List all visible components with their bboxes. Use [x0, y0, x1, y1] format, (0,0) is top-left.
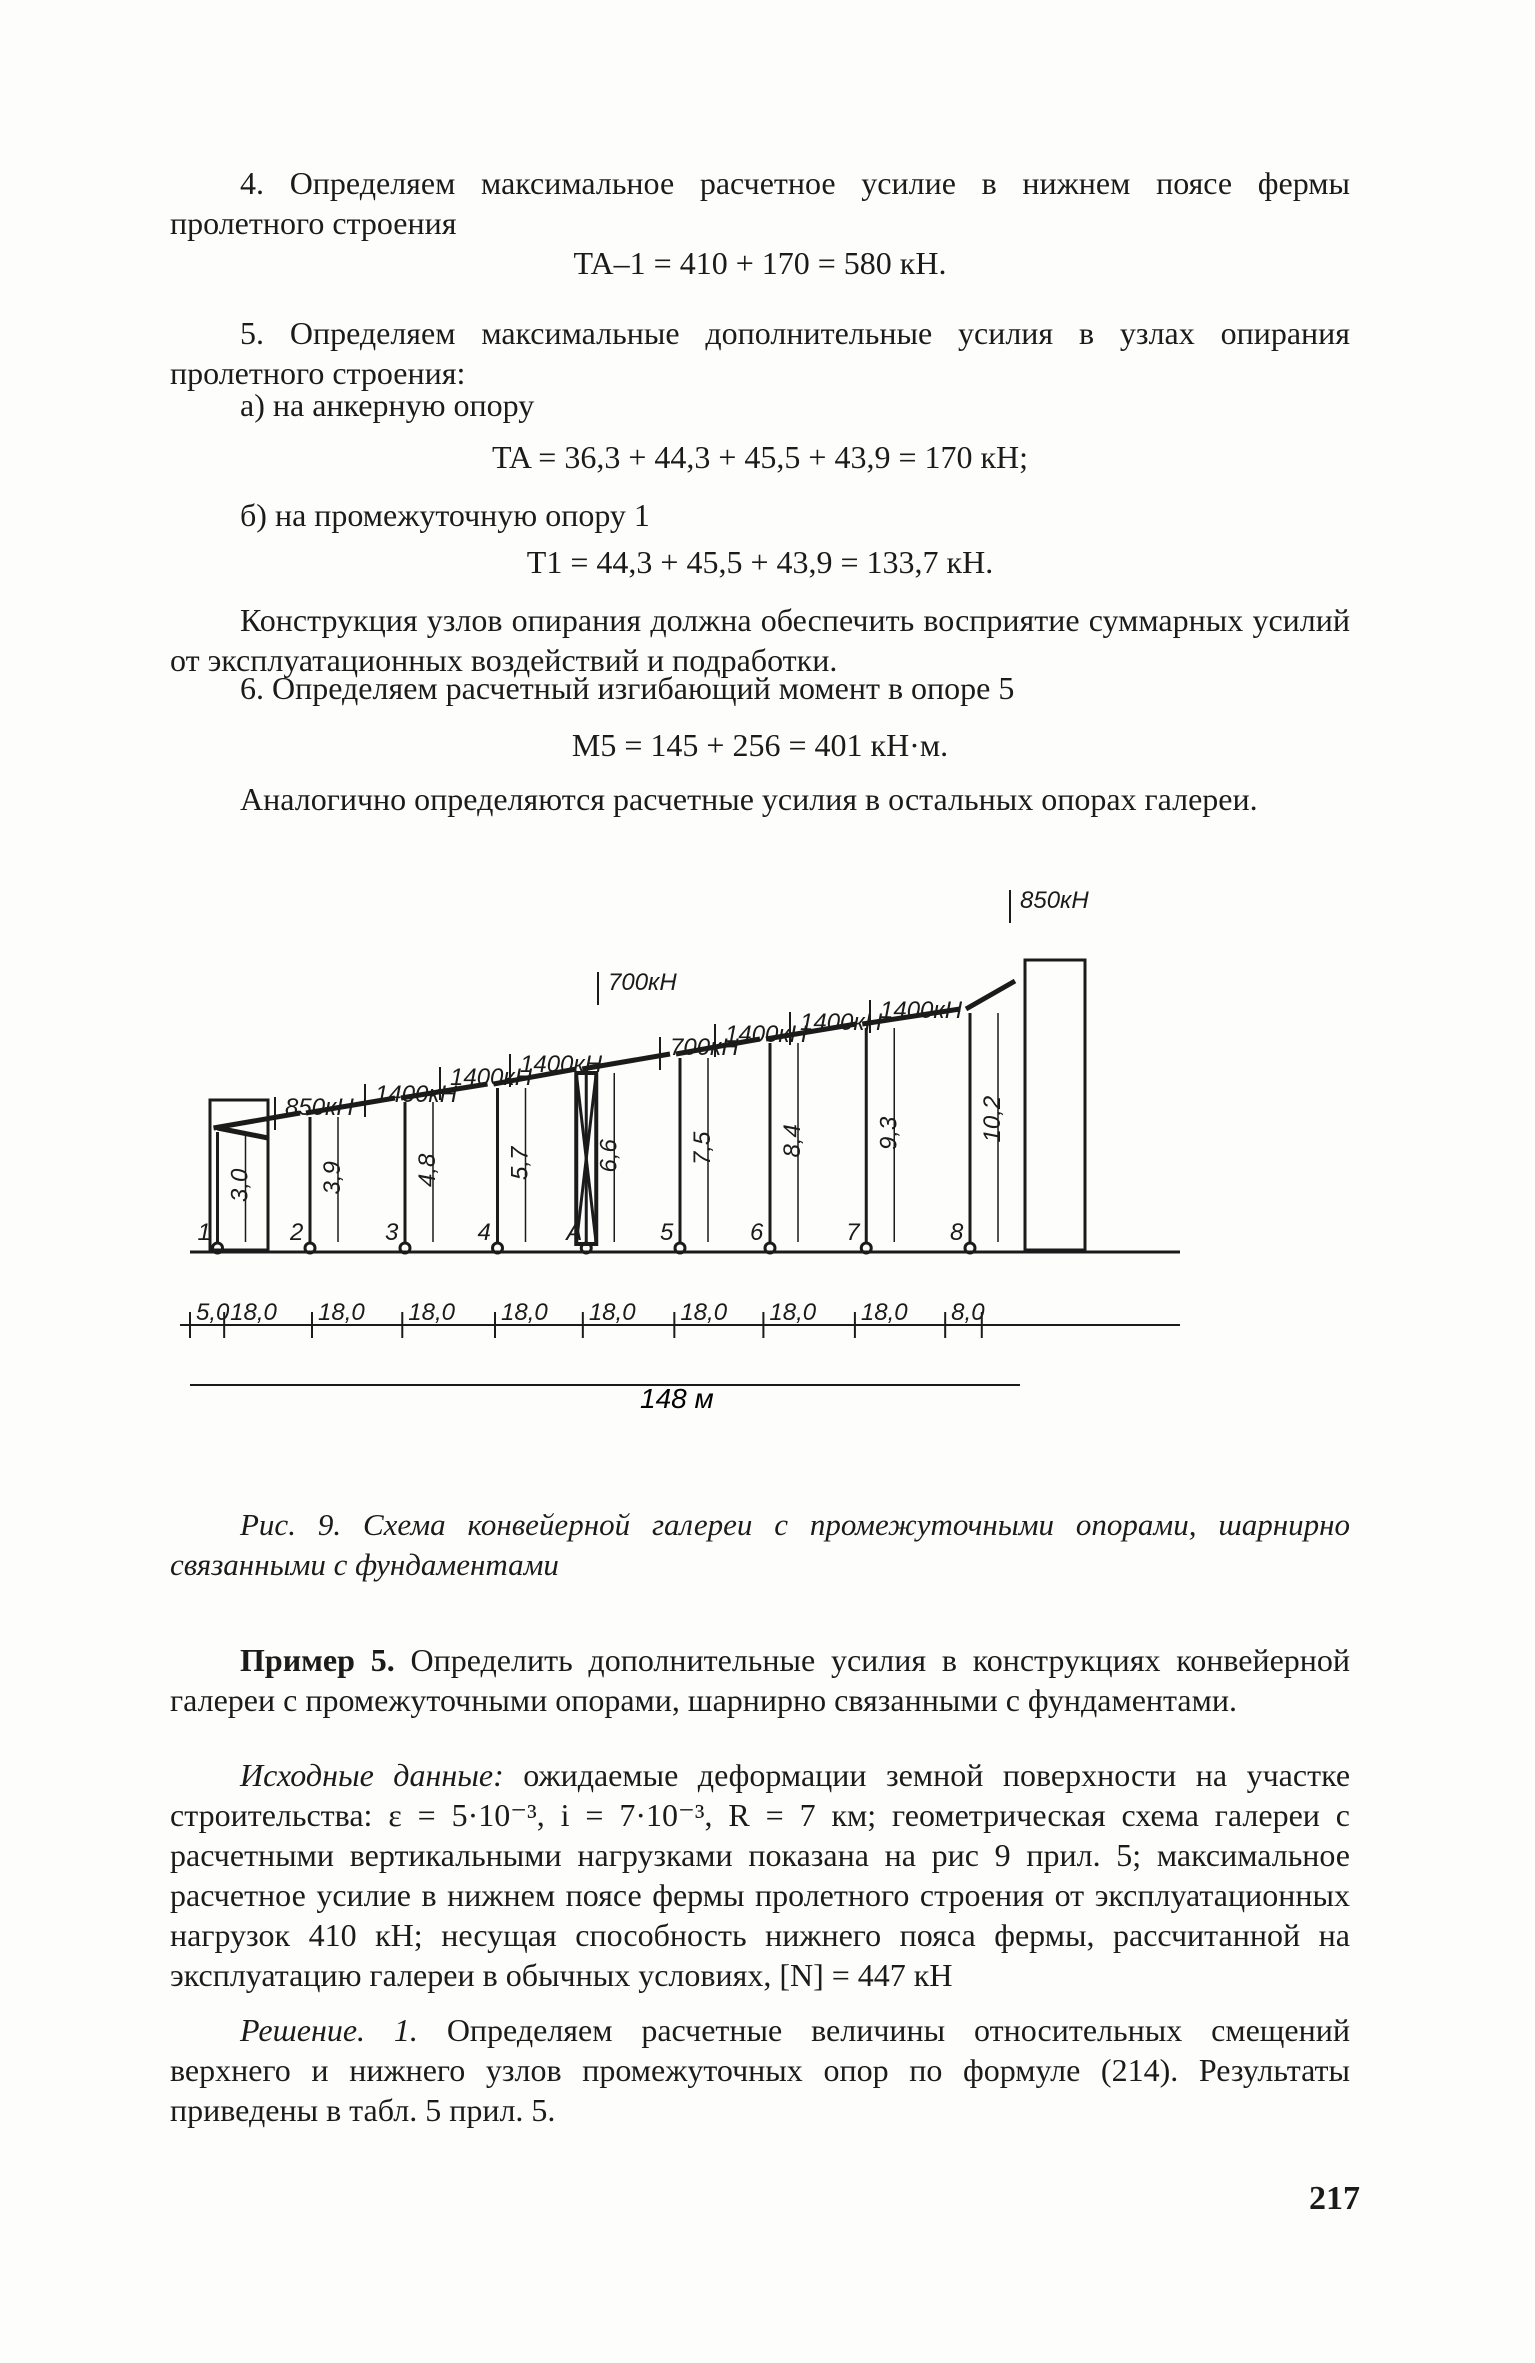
span-label: 8,0	[951, 1299, 985, 1326]
solution-text: Определяем расчетные величины относительных смещений верхнего и нижнего узлов промежуточных опор по формуле (214). Результаты приведены в табл. 5 прил. 5.	[170, 2012, 1351, 2128]
load-label: 1400кН	[375, 1081, 458, 1108]
source-text: ожидаемые деформации земной поверхности на участке строительства: ε = 5·10⁻³, i = 7·10⁻³, R = 7 км; геометрическая схема галереи с расчетными вертикальными нагрузками показана на рис 9 прил. 5; максимальное расчетное усилие в нижнем поясе фермы пролетного строения от эксплуатационных нагрузок 410 кН; несущая способность нижнего пояса фермы, рассчитанной на эксплуатацию галереи в обычных условиях, [N] = 447 кН	[170, 1757, 1351, 1993]
figure-caption: Рис. 9. Схема конвейерной галереи с промежуточными опорами, шарнирно связанными с фундаментами	[170, 1507, 1350, 1582]
equation-ta: TA = 36,3 + 44,3 + 45,5 + 43,9 = 170 кН;	[491, 439, 1029, 475]
hinge-icon	[213, 1243, 223, 1253]
load-label: 1400кН	[880, 997, 963, 1024]
height-label: 3,0	[226, 1168, 254, 1202]
load-label: 1400кН	[520, 1051, 603, 1078]
span-label: 18,0	[318, 1299, 365, 1326]
item6-text: 6. Определяем расчетный изгибающий момент в опоре 5	[240, 670, 1015, 706]
load-label: 850кН	[1020, 887, 1089, 914]
hinge-icon	[765, 1243, 775, 1253]
height-label: 5,7	[506, 1146, 534, 1180]
height-label: 10,2	[979, 1095, 1006, 1143]
height-label: 4,8	[414, 1153, 441, 1187]
span-label: 18,0	[588, 1299, 636, 1326]
hinge-icon	[675, 1243, 685, 1253]
span-label: 18,0	[408, 1299, 455, 1326]
height-label: 7,5	[689, 1131, 716, 1165]
solution-paragraph	[170, 2010, 1350, 2130]
solution-label: Решение. 1.	[240, 2012, 418, 2048]
hinge-icon	[965, 1243, 975, 1253]
support-label: А	[566, 1219, 583, 1246]
support-label: 3	[385, 1219, 399, 1246]
span-label: 18,0	[860, 1299, 908, 1326]
hinge-icon	[493, 1243, 503, 1253]
hinge-icon	[305, 1243, 315, 1253]
height-label: 9,3	[875, 1116, 903, 1150]
page-number: 217	[1309, 2180, 1360, 2217]
equation-m5: M5 = 145 + 256 = 401 кН·м.	[571, 727, 949, 763]
load-label: 1400кН	[800, 1009, 883, 1036]
support-label: 4	[477, 1219, 491, 1246]
support-label: 8	[950, 1219, 964, 1246]
load-label: 850кН	[285, 1094, 354, 1121]
source-label: Исходные данные:	[240, 1757, 504, 1793]
span-label: 18,0	[680, 1299, 728, 1326]
load-label: 1400кН	[725, 1021, 808, 1048]
support-label: 6	[750, 1219, 764, 1246]
support-label: 2	[290, 1219, 304, 1246]
hinge-icon	[861, 1243, 871, 1253]
span-label: 18,0	[230, 1299, 277, 1326]
support-label: 7	[846, 1219, 860, 1246]
total-length-label: 148 м	[640, 1383, 714, 1414]
span-label: 5,0	[196, 1299, 230, 1326]
construct-text: Конструкция узлов опирания должна обеспечить восприятие суммарных усилий от эксплуатационных воздействий и подработки.	[170, 602, 1350, 678]
height-label: 8,4	[779, 1124, 806, 1158]
example-paragraph	[170, 1640, 1350, 1720]
height-label: 6,6	[595, 1139, 623, 1173]
load-label: 700кН	[608, 969, 677, 996]
equation-ta1: TA–1 = 410 + 170 = 580 кН.	[573, 245, 947, 281]
item4-text: 4. Определяем максимальное расчетное усилие в нижнем поясе фермы пролетного строения	[170, 165, 1350, 241]
span-label: 18,0	[501, 1299, 548, 1326]
support-label: 5	[660, 1219, 674, 1246]
equation-t1: T1 = 44,3 + 45,5 + 43,9 = 133,7 кН.	[526, 544, 994, 580]
support-label: 1	[197, 1219, 211, 1246]
gallery-scheme-figure	[180, 880, 1360, 1450]
right-abutment	[1025, 960, 1085, 1250]
load-label: 700кН	[670, 1034, 739, 1061]
hinge-icon	[400, 1243, 410, 1253]
beam-segment	[966, 981, 1015, 1009]
span-label: 18,0	[769, 1299, 817, 1326]
similar-text: Аналогично определяются расчетные усилия в остальных опорах галереи.	[240, 781, 1258, 817]
item5b-text: б) на промежуточную опору 1	[240, 497, 650, 533]
height-label: 3,9	[319, 1161, 346, 1195]
example-text: Определить дополнительные усилия в конструкциях конвейерной галереи с промежуточными опорами, шарнирно связанными с фундаментами.	[170, 1642, 1351, 1718]
example-title: Пример 5.	[240, 1642, 395, 1678]
item5-text: 5. Определяем максимальные дополнительные усилия в узлах опирания пролетного строения:	[170, 315, 1350, 391]
item5a-text: а) на анкерную опору	[240, 387, 535, 423]
source-paragraph	[170, 1755, 1350, 1995]
hinge-icon	[581, 1243, 591, 1253]
load-label: 1400кН	[450, 1064, 533, 1091]
